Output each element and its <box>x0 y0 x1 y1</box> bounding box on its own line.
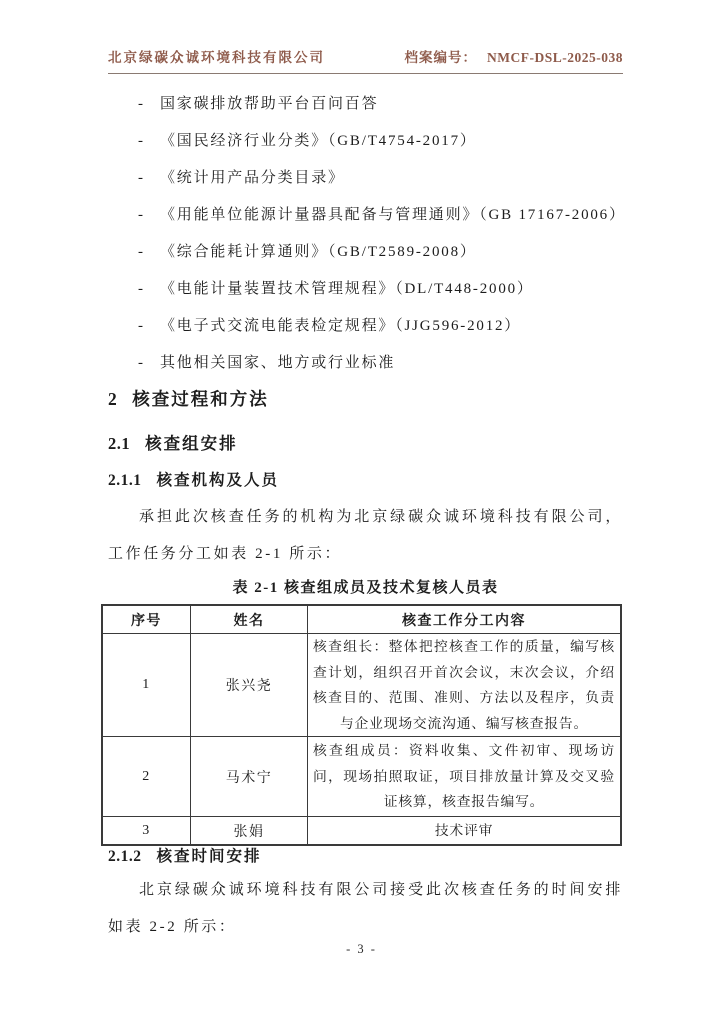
cell-serial: 2 <box>102 737 190 817</box>
dash-bullet: - <box>138 207 143 223</box>
cell-name: 马术宁 <box>190 737 307 817</box>
cell-serial: 1 <box>102 634 190 737</box>
section-number: 2.1 <box>108 434 131 453</box>
section-number: 2.1.2 <box>108 848 142 865</box>
table-header-row <box>102 605 621 634</box>
reference-item-text: 《统计用产品分类目录》 <box>160 170 345 186</box>
dash-bullet: - <box>138 318 143 334</box>
table-row <box>102 737 621 817</box>
section-title: 核查时间安排 <box>156 848 262 865</box>
section-title: 核查机构及人员 <box>156 472 280 489</box>
dash-bullet: - <box>138 170 143 186</box>
reference-item <box>138 308 627 345</box>
table-caption: 表 2-1 核查组成员及技术复核人员表 <box>232 580 499 596</box>
section-title: 核查组安排 <box>145 434 238 453</box>
reference-list <box>138 86 627 382</box>
reference-item-text: 《用能单位能源计量器具配备与管理通则》（GB 17167-2006） <box>160 207 626 223</box>
cell-duty: 核查组长：整体把控核查工作的质量，编写核查计划，组织召开首次会议，末次会议，介绍核查目的、范围、准则、方法以及程序，负责与企业现场交流沟通、编写核查报告。 <box>308 634 621 737</box>
table-row <box>102 634 621 737</box>
reference-item <box>138 197 627 234</box>
header-cell-duty: 核查工作分工内容 <box>308 605 621 634</box>
page-header <box>108 46 623 74</box>
reference-item-text: 《电能计量装置技术管理规程》（DL/T448-2000） <box>160 281 534 297</box>
reference-item <box>138 345 627 382</box>
archive-number-value: NMCF-DSL-2025-038 <box>487 50 623 65</box>
paragraph-verifier-org: 承担此次核查任务的机构为北京绿碳众诚环境科技有限公司，工作任务分工如表 2-1 所示： <box>108 509 623 562</box>
reference-item <box>138 123 627 160</box>
section-heading-2 <box>108 386 269 411</box>
reference-item <box>138 234 627 271</box>
cell-name: 张娟 <box>190 817 307 846</box>
dash-bullet: - <box>138 281 143 297</box>
dash-bullet: - <box>138 133 143 149</box>
reference-item-text: 国家碳排放帮助平台百问百答 <box>160 96 379 112</box>
section-title: 核查过程和方法 <box>132 389 269 409</box>
page-number: - 3 - <box>346 942 377 956</box>
section-heading-2-1 <box>108 430 238 454</box>
dash-bullet: - <box>138 244 143 260</box>
section-number: 2.1.1 <box>108 472 142 489</box>
reference-item-text: 其他相关国家、地方或行业标准 <box>160 355 396 371</box>
paragraph-time-schedule: 北京绿碳众诚环境科技有限公司接受此次核查任务的时间安排如表 2-2 所示： <box>108 882 623 935</box>
section-number: 2 <box>108 389 118 409</box>
company-name: 北京绿碳众诚环境科技有限公司 <box>108 50 325 65</box>
reference-item-text: 《综合能耗计算通则》（GB/T2589-2008） <box>160 244 477 260</box>
members-table-wrapper <box>101 604 622 846</box>
dash-bullet: - <box>138 355 143 371</box>
cell-serial: 3 <box>102 817 190 846</box>
cell-duty: 技术评审 <box>308 817 621 846</box>
table-row <box>102 817 621 846</box>
dash-bullet: - <box>138 96 143 112</box>
cell-duty: 核查组成员：资料收集、文件初审、现场访问，现场拍照取证，项目排放量计算及交叉验证核算，核查报告编写。 <box>308 737 621 817</box>
cell-name: 张兴尧 <box>190 634 307 737</box>
section-heading-2-1-2 <box>108 844 262 866</box>
reference-item <box>138 160 627 197</box>
archive-number-group <box>405 46 624 66</box>
reference-item-text: 《国民经济行业分类》（GB/T4754-2017） <box>160 133 477 149</box>
reference-item <box>138 271 627 308</box>
archive-number-label: 档案编号： <box>404 50 477 65</box>
reference-item-text: 《电子式交流电能表检定规程》（JJG596-2012） <box>160 318 522 334</box>
members-table <box>101 604 622 846</box>
header-cell-no: 序号 <box>102 605 190 634</box>
reference-item <box>138 86 627 123</box>
section-heading-2-1-1 <box>108 468 279 490</box>
header-cell-name: 姓名 <box>190 605 307 634</box>
